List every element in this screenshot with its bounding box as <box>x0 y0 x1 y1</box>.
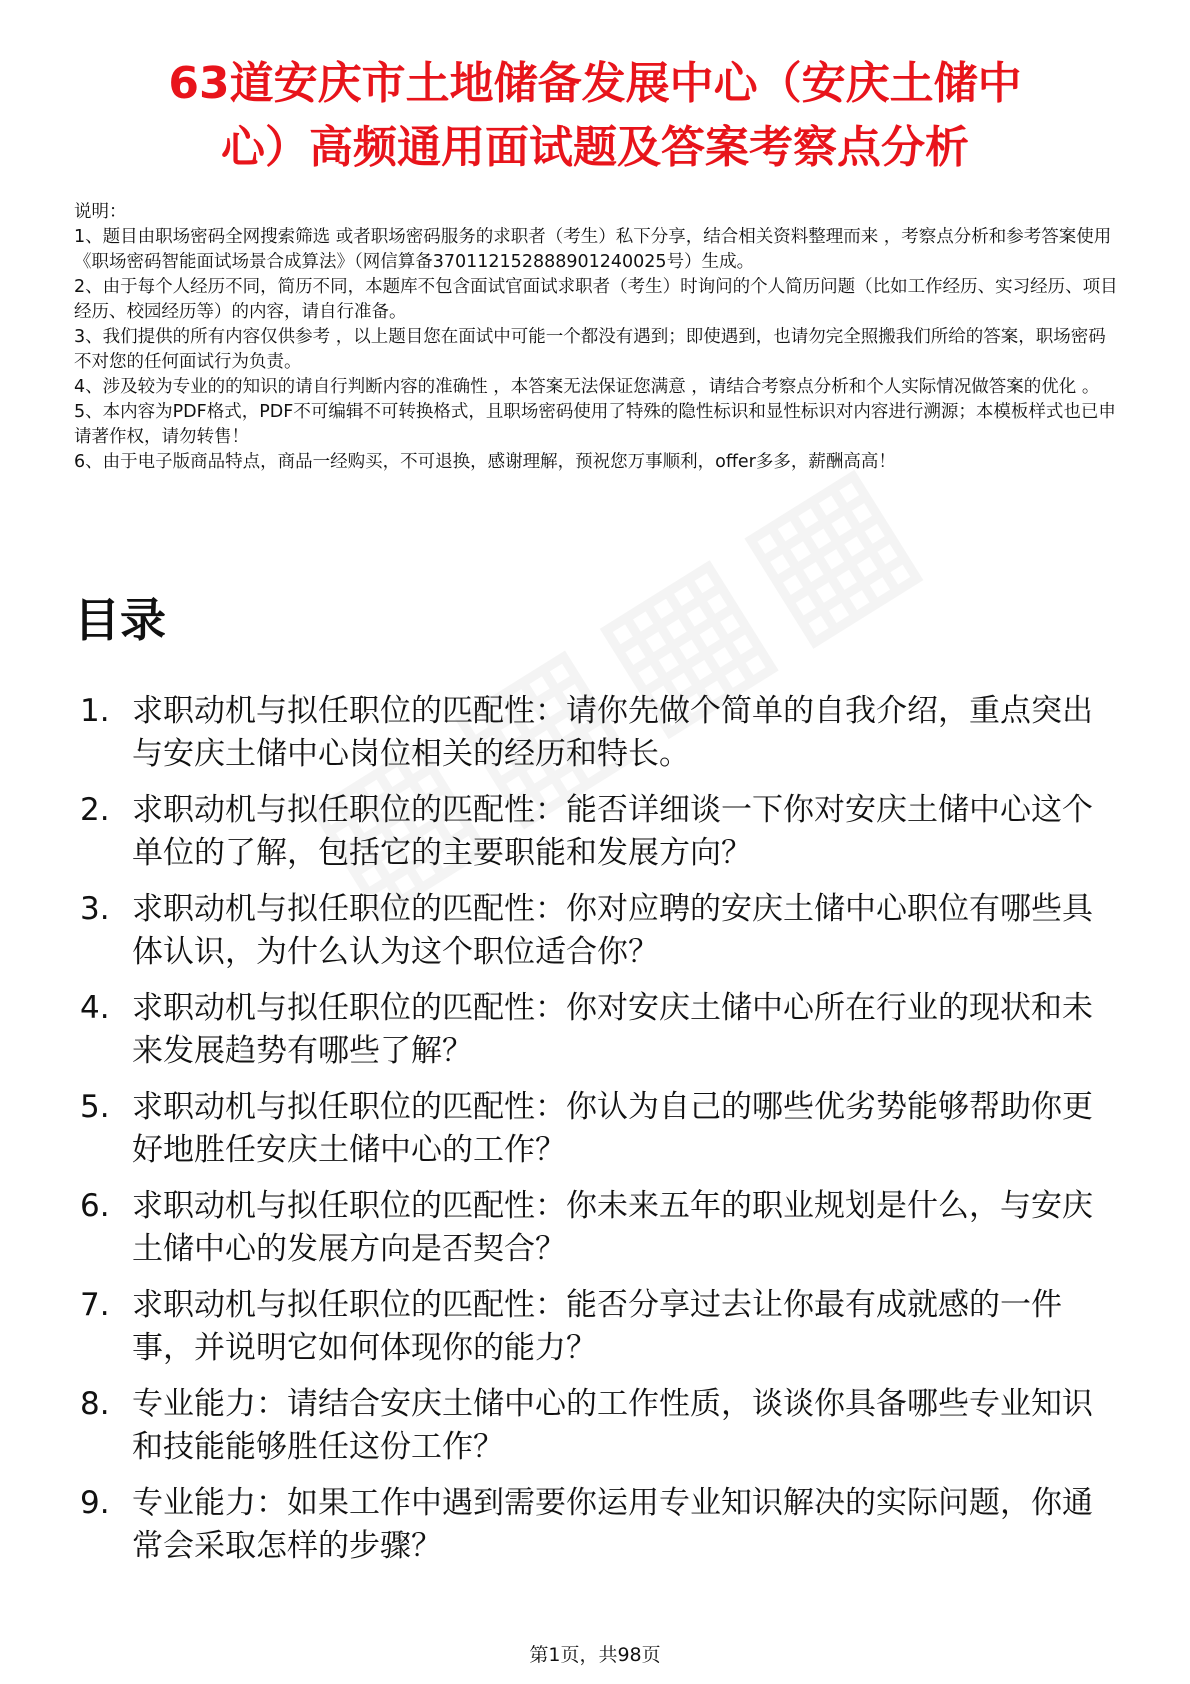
toc-item-number: 6. <box>80 1188 110 1224</box>
note-item: 3、我们提供的所有内容仅供参考 ，以上题目您在面试中可能一个都没有遇到；即使遇到，也请勿完全照搬我们所给的答案，职场密码不对您的任何面试行为负责。 <box>74 327 1106 372</box>
toc-item-number: 9. <box>80 1485 110 1521</box>
toc-item[interactable] <box>74 1284 1114 1370</box>
toc-item-text: 求职动机与拟任职位的匹配性：你认为自己的哪些优劣势能够帮助你更好地胜任安庆土储中心的工作？ <box>132 1089 1093 1168</box>
note-item: 4、涉及较为专业的的知识的请自行判断内容的准确性 ，本答案无法保证您满意 ，请结合考察点分析和个人实际情况做答案的优化 。 <box>74 377 1100 397</box>
toc-item[interactable] <box>74 1383 1114 1469</box>
toc-item-number: 7. <box>80 1287 110 1323</box>
note-item: 2、由于每个人经历不同，简历不同，本题库不包含面试官面试求职者（考生）时询问的个人简历问题（比如工作经历、实习经历、项目经历、校园经历等）的内容，请自行准备。 <box>74 277 1118 322</box>
toc-item-number: 8. <box>80 1386 110 1422</box>
toc-item[interactable] <box>74 690 1114 776</box>
title-line-2: 心）高频通用面试题及答案考察点分析 <box>221 122 969 173</box>
toc-item-text: 求职动机与拟任职位的匹配性：你未来五年的职业规划是什么，与安庆土储中心的发展方向是否契合？ <box>132 1188 1093 1267</box>
toc-item[interactable] <box>74 1185 1114 1271</box>
toc-item-text: 求职动机与拟任职位的匹配性：你对应聘的安庆土储中心职位有哪些具体认识，为什么认为这个职位适合你？ <box>132 891 1093 970</box>
toc-item[interactable] <box>74 888 1114 974</box>
document-title <box>0 52 1190 180</box>
table-of-contents <box>74 690 1114 1581</box>
toc-item-text: 求职动机与拟任职位的匹配性：请你先做个简单的自我介绍，重点突出与安庆土储中心岗位相关的经历和特长。 <box>132 693 1093 772</box>
toc-item-text: 求职动机与拟任职位的匹配性：能否详细谈一下你对安庆土储中心这个单位的了解，包括它的主要职能和发展方向？ <box>132 792 1093 871</box>
toc-item-number: 3. <box>80 891 110 927</box>
toc-item-text: 求职动机与拟任职位的匹配性：你对安庆土储中心所在行业的现状和未来发展趋势有哪些了解？ <box>132 990 1093 1069</box>
title-line-1: 63道安庆市土地储备发展中心（安庆土储中 <box>168 58 1022 109</box>
toc-item-text: 专业能力：如果工作中遇到需要你运用专业知识解决的实际问题，你通常会采取怎样的步骤？ <box>132 1485 1093 1564</box>
toc-item[interactable] <box>74 789 1114 875</box>
toc-item[interactable] <box>74 1086 1114 1172</box>
toc-item[interactable] <box>74 1482 1114 1568</box>
notes-label: 说明： <box>74 202 127 222</box>
toc-item-number: 1. <box>80 693 110 729</box>
note-item: 6、由于电子版商品特点，商品一经购买，不可退换，感谢理解，预祝您万事顺利，offer多多，薪酬高高！ <box>74 452 896 472</box>
toc-item-number: 4. <box>80 990 110 1026</box>
toc-heading: 目录 <box>74 593 166 647</box>
notes-section <box>74 200 1119 475</box>
page-footer: 第1页，共98页 <box>529 1644 661 1666</box>
toc-item-text: 专业能力：请结合安庆土储中心的工作性质，谈谈你具备哪些专业知识和技能能够胜任这份工作？ <box>132 1386 1093 1465</box>
toc-item[interactable] <box>74 987 1114 1073</box>
note-item: 5、本内容为PDF格式，PDF不可编辑不可转换格式，且职场密码使用了特殊的隐性标识和显性标识对内容进行溯源；本模板样式也已申请著作权，请勿转售！ <box>74 402 1116 447</box>
note-item: 1、题目由职场密码全网搜索筛选 或者职场密码服务的求职者（考生）私下分享，结合相关资料整理而来 ，考察点分析和参考答案使用《职场密码智能面试场景合成算法》（网信算备370112152888901240025号）生成。 <box>74 227 1112 272</box>
toc-item-number: 2. <box>80 792 110 828</box>
toc-item-text: 求职动机与拟任职位的匹配性：能否分享过去让你最有成就感的一件事，并说明它如何体现你的能力？ <box>132 1287 1062 1366</box>
toc-item-number: 5. <box>80 1089 110 1125</box>
